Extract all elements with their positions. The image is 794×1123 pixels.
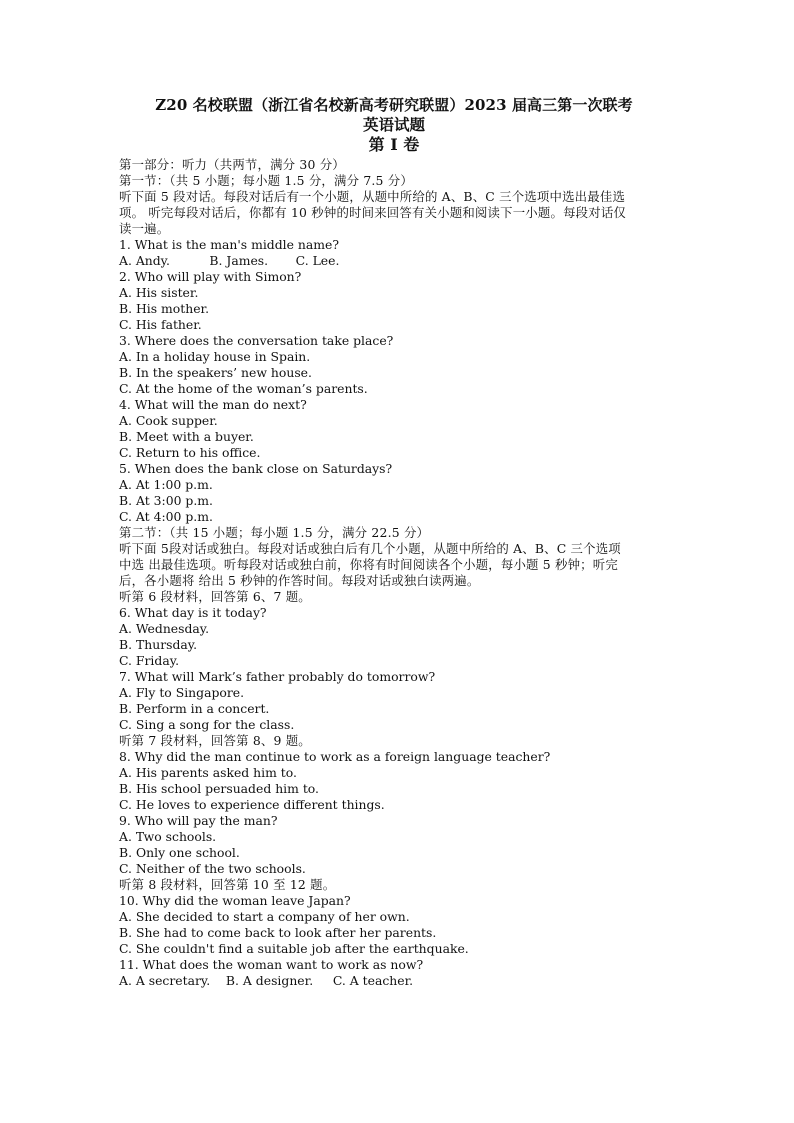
- question: 1. What is the man's middle name?: [119, 237, 339, 252]
- answer-option: C. Neither of the two schools.: [119, 861, 306, 876]
- question: 2. Who will play with Simon?: [119, 269, 302, 284]
- answer-option: B. She had to come back to look after her parents.: [119, 925, 437, 940]
- answer-option: C. Friday.: [119, 653, 180, 668]
- instruction-line: 项。 听完每段对话后，你都有 10 秒钟的时间来回答有关小题和阅读下一小题。每段对话仅: [119, 205, 627, 220]
- answer-option: A. At 1:00 p.m.: [119, 477, 213, 492]
- answer-options: A. Andy. B. James. C. Lee.: [119, 253, 340, 268]
- material-heading: 听第 6 段材料，回答第 6、7 题。: [119, 589, 311, 604]
- exam-page: [119, 95, 679, 989]
- answer-option: B. In the speakers’ new house.: [119, 365, 312, 380]
- answer-option: B. Perform in a concert.: [119, 701, 270, 716]
- answer-option: A. His parents asked him to.: [119, 765, 297, 780]
- answer-option: B. His mother.: [119, 301, 210, 316]
- question: 5. When does the bank close on Saturdays?: [119, 461, 393, 476]
- title-block: [109, 95, 679, 155]
- exam-title: Z20 名校联盟（浙江省名校新高考研究联盟）2023 届高三第一次联考: [155, 96, 633, 114]
- answer-option: C. At 4:00 p.m.: [119, 509, 213, 524]
- answer-option: C. He loves to experience different things.: [119, 797, 385, 812]
- instruction-line: 听下面 5段对话或独白。每段对话或独白后有几个小题，从题中所给的 A、B、C 三个选项: [119, 541, 621, 556]
- answer-options: A. A secretary. B. A designer. C. A teacher.: [119, 973, 414, 988]
- answer-option: B. Thursday.: [119, 637, 198, 652]
- question: 3. Where does the conversation take place?: [119, 333, 394, 348]
- subsection-heading: 第二节：（共 15 小题；每小题 1.5 分，满分 22.5 分）: [119, 525, 430, 540]
- part-label: 第 I 卷: [368, 135, 420, 154]
- answer-option: C. She couldn't find a suitable job after the earthquake.: [119, 941, 469, 956]
- instruction-line: 后，各小题将 给出 5 秒钟的作答时间。每段对话或独白读两遍。: [119, 573, 480, 588]
- instruction-line: 读一遍。: [119, 221, 170, 236]
- exam-body: [119, 157, 679, 989]
- answer-option: A. Two schools.: [119, 829, 217, 844]
- answer-option: C. Return to his office.: [119, 445, 261, 460]
- question: 8. Why did the man continue to work as a foreign language teacher?: [119, 749, 551, 764]
- material-heading: 听第 8 段材料，回答第 10 至 12 题。: [119, 877, 336, 892]
- answer-option: A. She decided to start a company of her own.: [119, 909, 410, 924]
- answer-option: B. His school persuaded him to.: [119, 781, 319, 796]
- question: 10. Why did the woman leave Japan?: [119, 893, 351, 908]
- answer-option: A. Cook supper.: [119, 413, 218, 428]
- exam-subtitle: 英语试题: [362, 115, 425, 134]
- answer-option: C. Sing a song for the class.: [119, 717, 295, 732]
- answer-option: A. Wednesday.: [119, 621, 210, 636]
- question: 4. What will the man do next?: [119, 397, 307, 412]
- answer-option: C. At the home of the woman’s parents.: [119, 381, 368, 396]
- material-heading: 听第 7 段材料，回答第 8、9 题。: [119, 733, 311, 748]
- instruction-line: 听下面 5 段对话。每段对话后有一个小题，从题中所给的 A、B、C 三个选项中选出最佳选: [119, 189, 626, 204]
- answer-option: A. His sister.: [119, 285, 199, 300]
- question: 7. What will Mark’s father probably do tomorrow?: [119, 669, 436, 684]
- question: 9. Who will pay the man?: [119, 813, 278, 828]
- answer-option: B. At 3:00 p.m.: [119, 493, 213, 508]
- answer-option: B. Only one school.: [119, 845, 240, 860]
- answer-option: C. His father.: [119, 317, 202, 332]
- section-heading: 第一部分：听力（共两节，满分 30 分）: [119, 157, 345, 172]
- question: 11. What does the woman want to work as now?: [119, 957, 424, 972]
- instruction-line: 中选 出最佳选项。听每段对话或独白前，你将有时间阅读各个小题，每小题 5 秒钟；听完: [119, 557, 618, 572]
- question: 6. What day is it today?: [119, 605, 267, 620]
- answer-option: A. Fly to Singapore.: [119, 685, 245, 700]
- subsection-heading: 第一节：（共 5 小题；每小题 1.5 分，满分 7.5 分）: [119, 173, 413, 188]
- answer-option: B. Meet with a buyer.: [119, 429, 254, 444]
- answer-option: A. In a holiday house in Spain.: [119, 349, 311, 364]
